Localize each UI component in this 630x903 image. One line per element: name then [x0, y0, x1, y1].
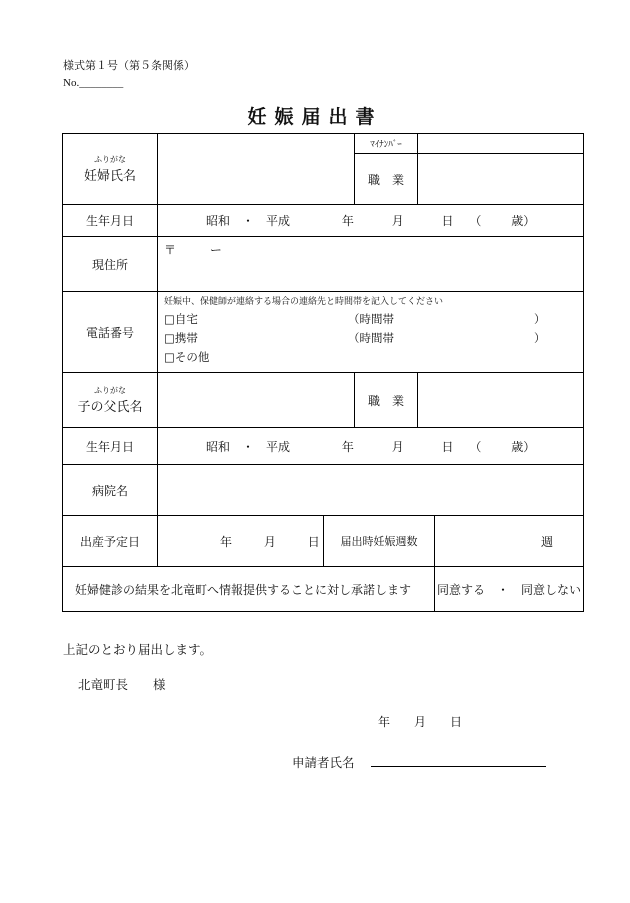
applicant-name-label: 申請者氏名 — [292, 755, 355, 770]
hospital-label: 病院名 — [63, 465, 158, 516]
due-month: 月 — [263, 534, 276, 549]
due-date-field[interactable] — [158, 516, 324, 567]
mother-age-open: （ — [469, 214, 482, 228]
father-occupation-label: 職 業 — [355, 373, 418, 428]
form-number: 様式第１号（第５条関係） — [63, 59, 195, 72]
mother-occupation-field[interactable] — [418, 154, 584, 205]
mother-age: 歳） — [511, 214, 536, 228]
father-birthdate-field[interactable] — [158, 428, 584, 465]
father-age-open: （ — [469, 439, 482, 454]
father-occupation-field[interactable] — [418, 373, 584, 428]
consent-options[interactable]: 同意する ・ 同意しない — [435, 567, 584, 612]
consent-statement: 妊婦健診の結果を北竜町へ情報提供することに対し承諾します — [63, 567, 435, 612]
phone-mobile-row — [164, 329, 583, 348]
mother-era: 昭和 ・ 平成 — [206, 214, 291, 228]
father-birth-month: 月 — [391, 439, 404, 454]
phone-home-time-close: ） — [534, 312, 546, 326]
hospital-field[interactable] — [158, 465, 584, 516]
mother-name-label: 妊婦氏名 — [83, 168, 136, 184]
page-title: 妊娠届出書 — [247, 106, 383, 128]
my-number-field[interactable] — [418, 134, 584, 154]
father-birthdate-label: 生年月日 — [63, 428, 158, 465]
father-name-label-cell — [63, 373, 158, 428]
mother-name-label-cell — [63, 134, 158, 205]
mother-occupation-label: 職 業 — [355, 154, 418, 205]
phone-label: 電話番号 — [63, 292, 158, 373]
mother-birth-day: 日 — [441, 214, 454, 228]
address-field[interactable] — [158, 237, 584, 292]
address-label: 現住所 — [63, 237, 158, 292]
father-birth-year: 年 — [341, 439, 354, 454]
phone-other-row — [164, 348, 583, 367]
phone-home-time-label: （時間帯 — [348, 312, 394, 326]
father-furigana-label: ふりがな — [94, 385, 126, 395]
father-name-label: 子の父氏名 — [77, 399, 143, 415]
phone-field[interactable] — [158, 292, 584, 373]
postal-dash: ー — [209, 243, 222, 257]
phone-other-checkbox[interactable]: □その他 — [164, 350, 210, 364]
pregnancy-weeks-field[interactable] — [435, 516, 584, 567]
phone-note: 妊娠中、保健師が連絡する場合の連絡先と時間帯を記入してください — [164, 297, 444, 307]
father-age: 歳） — [511, 439, 536, 454]
mother-furigana-label: ふりがな — [94, 154, 126, 164]
document-number: No.________ — [63, 77, 124, 89]
phone-mobile-time-label: （時間帯 — [348, 331, 394, 345]
weeks-unit: 週 — [541, 534, 554, 549]
submission-statement: 上記のとおり届出します。 — [63, 642, 213, 657]
due-date-label: 出産予定日 — [63, 516, 158, 567]
phone-home-checkbox[interactable]: □自宅 — [164, 312, 198, 326]
applicant-signature-line[interactable] — [371, 766, 546, 767]
phone-mobile-checkbox[interactable]: □携帯 — [164, 331, 198, 345]
father-name-field[interactable] — [158, 373, 355, 428]
notification-form-table — [62, 133, 584, 612]
father-birth-day: 日 — [441, 439, 454, 454]
due-day: 日 — [307, 534, 320, 549]
addressee: 北竜町長 様 — [78, 677, 166, 692]
my-number-label: ﾏｲﾅﾝﾊﾞｰ — [355, 134, 418, 154]
pregnancy-weeks-label: 届出時妊娠週数 — [324, 516, 435, 567]
application-date[interactable]: 年 月 日 — [378, 715, 463, 729]
postal-mark-icon: 〒 — [164, 243, 177, 257]
father-era: 昭和 ・ 平成 — [206, 439, 291, 454]
mother-birth-month: 月 — [391, 214, 404, 228]
mother-birth-year: 年 — [341, 214, 354, 228]
phone-mobile-time-close: ） — [534, 331, 546, 345]
mother-birthdate-label: 生年月日 — [63, 205, 158, 237]
mother-birthdate-field[interactable] — [158, 205, 584, 237]
mother-name-field[interactable] — [158, 134, 355, 205]
phone-home-row — [164, 310, 583, 329]
due-year: 年 — [220, 534, 233, 549]
